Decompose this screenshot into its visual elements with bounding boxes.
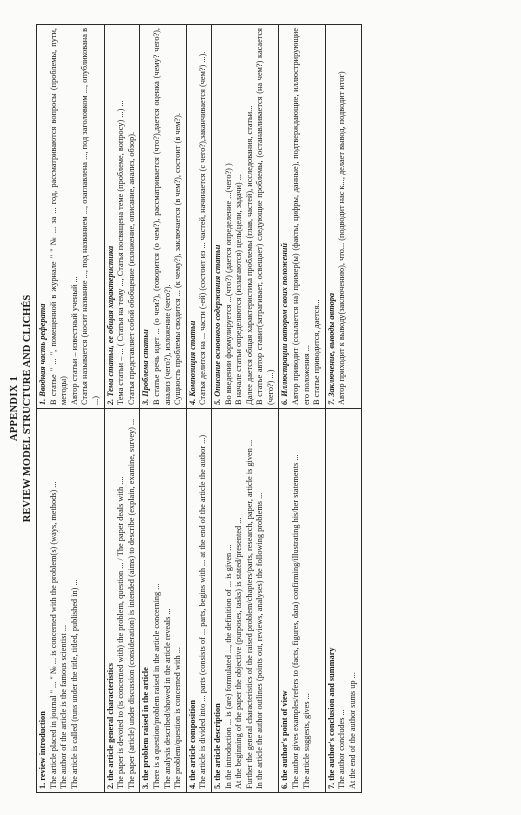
cliche-line-en: There is a question/problem raised in the article concerning ...: [151, 583, 161, 789]
english-cell: [211, 409, 279, 793]
cliche-line-ru: Далее дается общая характеристика проблемы (глав, частей), исследования, статьи...: [244, 105, 254, 405]
cliche-line-en: The article is called (runs under the title, titled, published in) ...: [69, 579, 79, 789]
cliche-line-en: The problem/question is concerned with ...: [173, 647, 183, 789]
cliche-line-ru: Сущность проблемы сводится ... (к чему?), заключается (в чем?), состоит (в чем?).: [173, 113, 183, 405]
cliche-line-en: At the end of the author sums up ...: [348, 672, 358, 789]
table-row: [186, 25, 211, 793]
russian-cell: [325, 25, 361, 409]
section-heading-en: 1. review introduction: [38, 711, 47, 789]
section-heading-en: 4. the article composition: [187, 700, 197, 789]
section-heading-ru: 6. Иллюстрации автором своих положений: [280, 243, 290, 405]
cliche-line-ru: Статья делится на ... части (-ей) (состоит из ... частей, начинается (с чего?),заканчивается (чем?) ...).: [198, 51, 208, 405]
cliche-line-ru: В статье приводится, дается...: [312, 299, 322, 405]
cliche-line-ru: Во введении формулируется ...(что?) (дается определение ...(чего?) ): [223, 163, 233, 405]
cliche-line-en: The article suggests, gives ...: [301, 693, 311, 789]
cliche-line-ru: В статье " ... ", помещенной в журнале " " № ... за ... год, рассматриваются вопросы (проблемы, пути, методы): [48, 28, 69, 405]
section-heading-en: 2. the article general characteristics: [105, 662, 115, 789]
table-row: [104, 25, 140, 793]
cliche-line-ru: Статья называется (носит название ..., под названием ..., озаглавлена ..., под заголовком ..., опубликована в ...): [80, 28, 100, 405]
cliche-line-en: The author concludes ...: [337, 709, 347, 789]
cliche-line-en: The paper is devoted to (is concerned with) the problem, question ... / The paper deals with ....: [116, 476, 126, 789]
table-row: [140, 25, 186, 793]
section-heading-en: 3. the problem raised in the article: [141, 667, 151, 789]
cliche-line-en: The author gives examples/refers to (facts, figures, data) confirming/illustrating his/her statements ...: [291, 454, 301, 789]
english-cell: [279, 409, 325, 793]
cliche-line-en: At the beginning of the paper the objective (purposes, tasks) is stated/presented ...: [234, 517, 244, 789]
english-cell: [325, 409, 361, 793]
table-row: [211, 25, 279, 793]
table-title: REVIEW MODEL STRUCTURE AND CLICHÉS: [22, 294, 33, 523]
cliche-line-en: Further the general characteristics of the raised problem/chapters/parts, research, paper, article is given ...: [244, 439, 254, 789]
section-heading-ru: 4. Композиция статьи: [187, 320, 197, 405]
english-cell: [186, 409, 211, 793]
russian-cell: [140, 25, 186, 409]
cliche-line-en: The analysis described/showed in the article reveals ...: [162, 608, 172, 789]
cliche-line-ru: В статье речь идет ... (о чем?), (говорится (о чем?), рассматривается (что?),дается оценка (чему? чего?), анализ (чего?), изложение (чего?).: [151, 28, 172, 405]
cliche-line-en: The article placed in journal " ... " № ... is concerned with the problem(s) (ways, methods) ...: [48, 481, 58, 789]
cliche-line-ru: Статья представляет собой обобщение (изложение, описание, анализ, обзор).: [126, 131, 136, 405]
section-heading-ru: 7. Заключение, выводы автора: [326, 292, 336, 405]
english-cell: [140, 409, 186, 793]
english-cell: [37, 409, 105, 793]
cliche-line-ru: Автор приводит (ссылается на) пример(ы) (факты, цифры, данные), подтверждающие, иллюстрирующие его положения ...: [291, 28, 311, 405]
cliche-line-ru: Тема статьи – ... ( Статья на тему ..., Статья посвящена теме (проблеме, вопросу) ...) ...: [116, 100, 126, 405]
cliche-line-en: In the introduction ... is (are) formulated ..., the definition of ... is given ...: [223, 544, 233, 789]
english-cell: [104, 409, 140, 793]
review-structure-table: [36, 24, 362, 793]
table-row: [325, 25, 361, 793]
section-heading-ru: 5. Описание основного содержания статьи: [212, 244, 222, 405]
cliche-line-ru: Автор статьи – известный ученый ...: [69, 276, 79, 405]
russian-cell: [104, 25, 140, 409]
section-heading-en: 6. the author's point of view: [280, 690, 290, 789]
cliche-line-en: The paper (article) under discussion (consideration) is intended (aims) to describe (explain, examine, survey) ...: [126, 418, 136, 789]
cliche-line-ru: В статье автор ставит(затрагивает, освещает) следующие проблемы, (останавливается (на чем?) касается (чего?) ...): [255, 28, 275, 405]
table-row: [279, 25, 325, 793]
section-heading-en: 5. the article description: [212, 703, 222, 789]
russian-cell: [186, 25, 211, 409]
cliche-line-en: The author of the article is the famous scientist ...: [59, 624, 69, 789]
cliche-line-ru: В начале статьи определяются (излагаются) цель(цели, задачи) ...: [234, 174, 244, 405]
section-heading-ru: 3. Проблема статьи: [141, 329, 151, 405]
cliche-line-en: In the article the author outlines (points out, reviews, analyses) the following problems ...: [255, 492, 265, 789]
appendix-label: APPENDIX 1: [9, 375, 20, 442]
russian-cell: [279, 25, 325, 409]
cliche-line-ru: Автор приходит к выводу(заключению), что... (подводит нас к..., делает вывод, подводит итог): [337, 71, 347, 405]
russian-cell: [37, 25, 105, 409]
section-heading-ru: 1. Вводная часть реферата: [38, 303, 47, 405]
cliche-line-en: The article is divided into ... parts (consists of ... parts, begins with ... at the end of the article the author ...): [198, 434, 208, 789]
table-row: [37, 25, 105, 793]
section-heading-ru: 2. Тема статьи, ее общая характеристика: [105, 245, 115, 405]
section-heading-en: 7. the author's conclusion and summary: [326, 647, 336, 789]
russian-cell: [211, 25, 279, 409]
